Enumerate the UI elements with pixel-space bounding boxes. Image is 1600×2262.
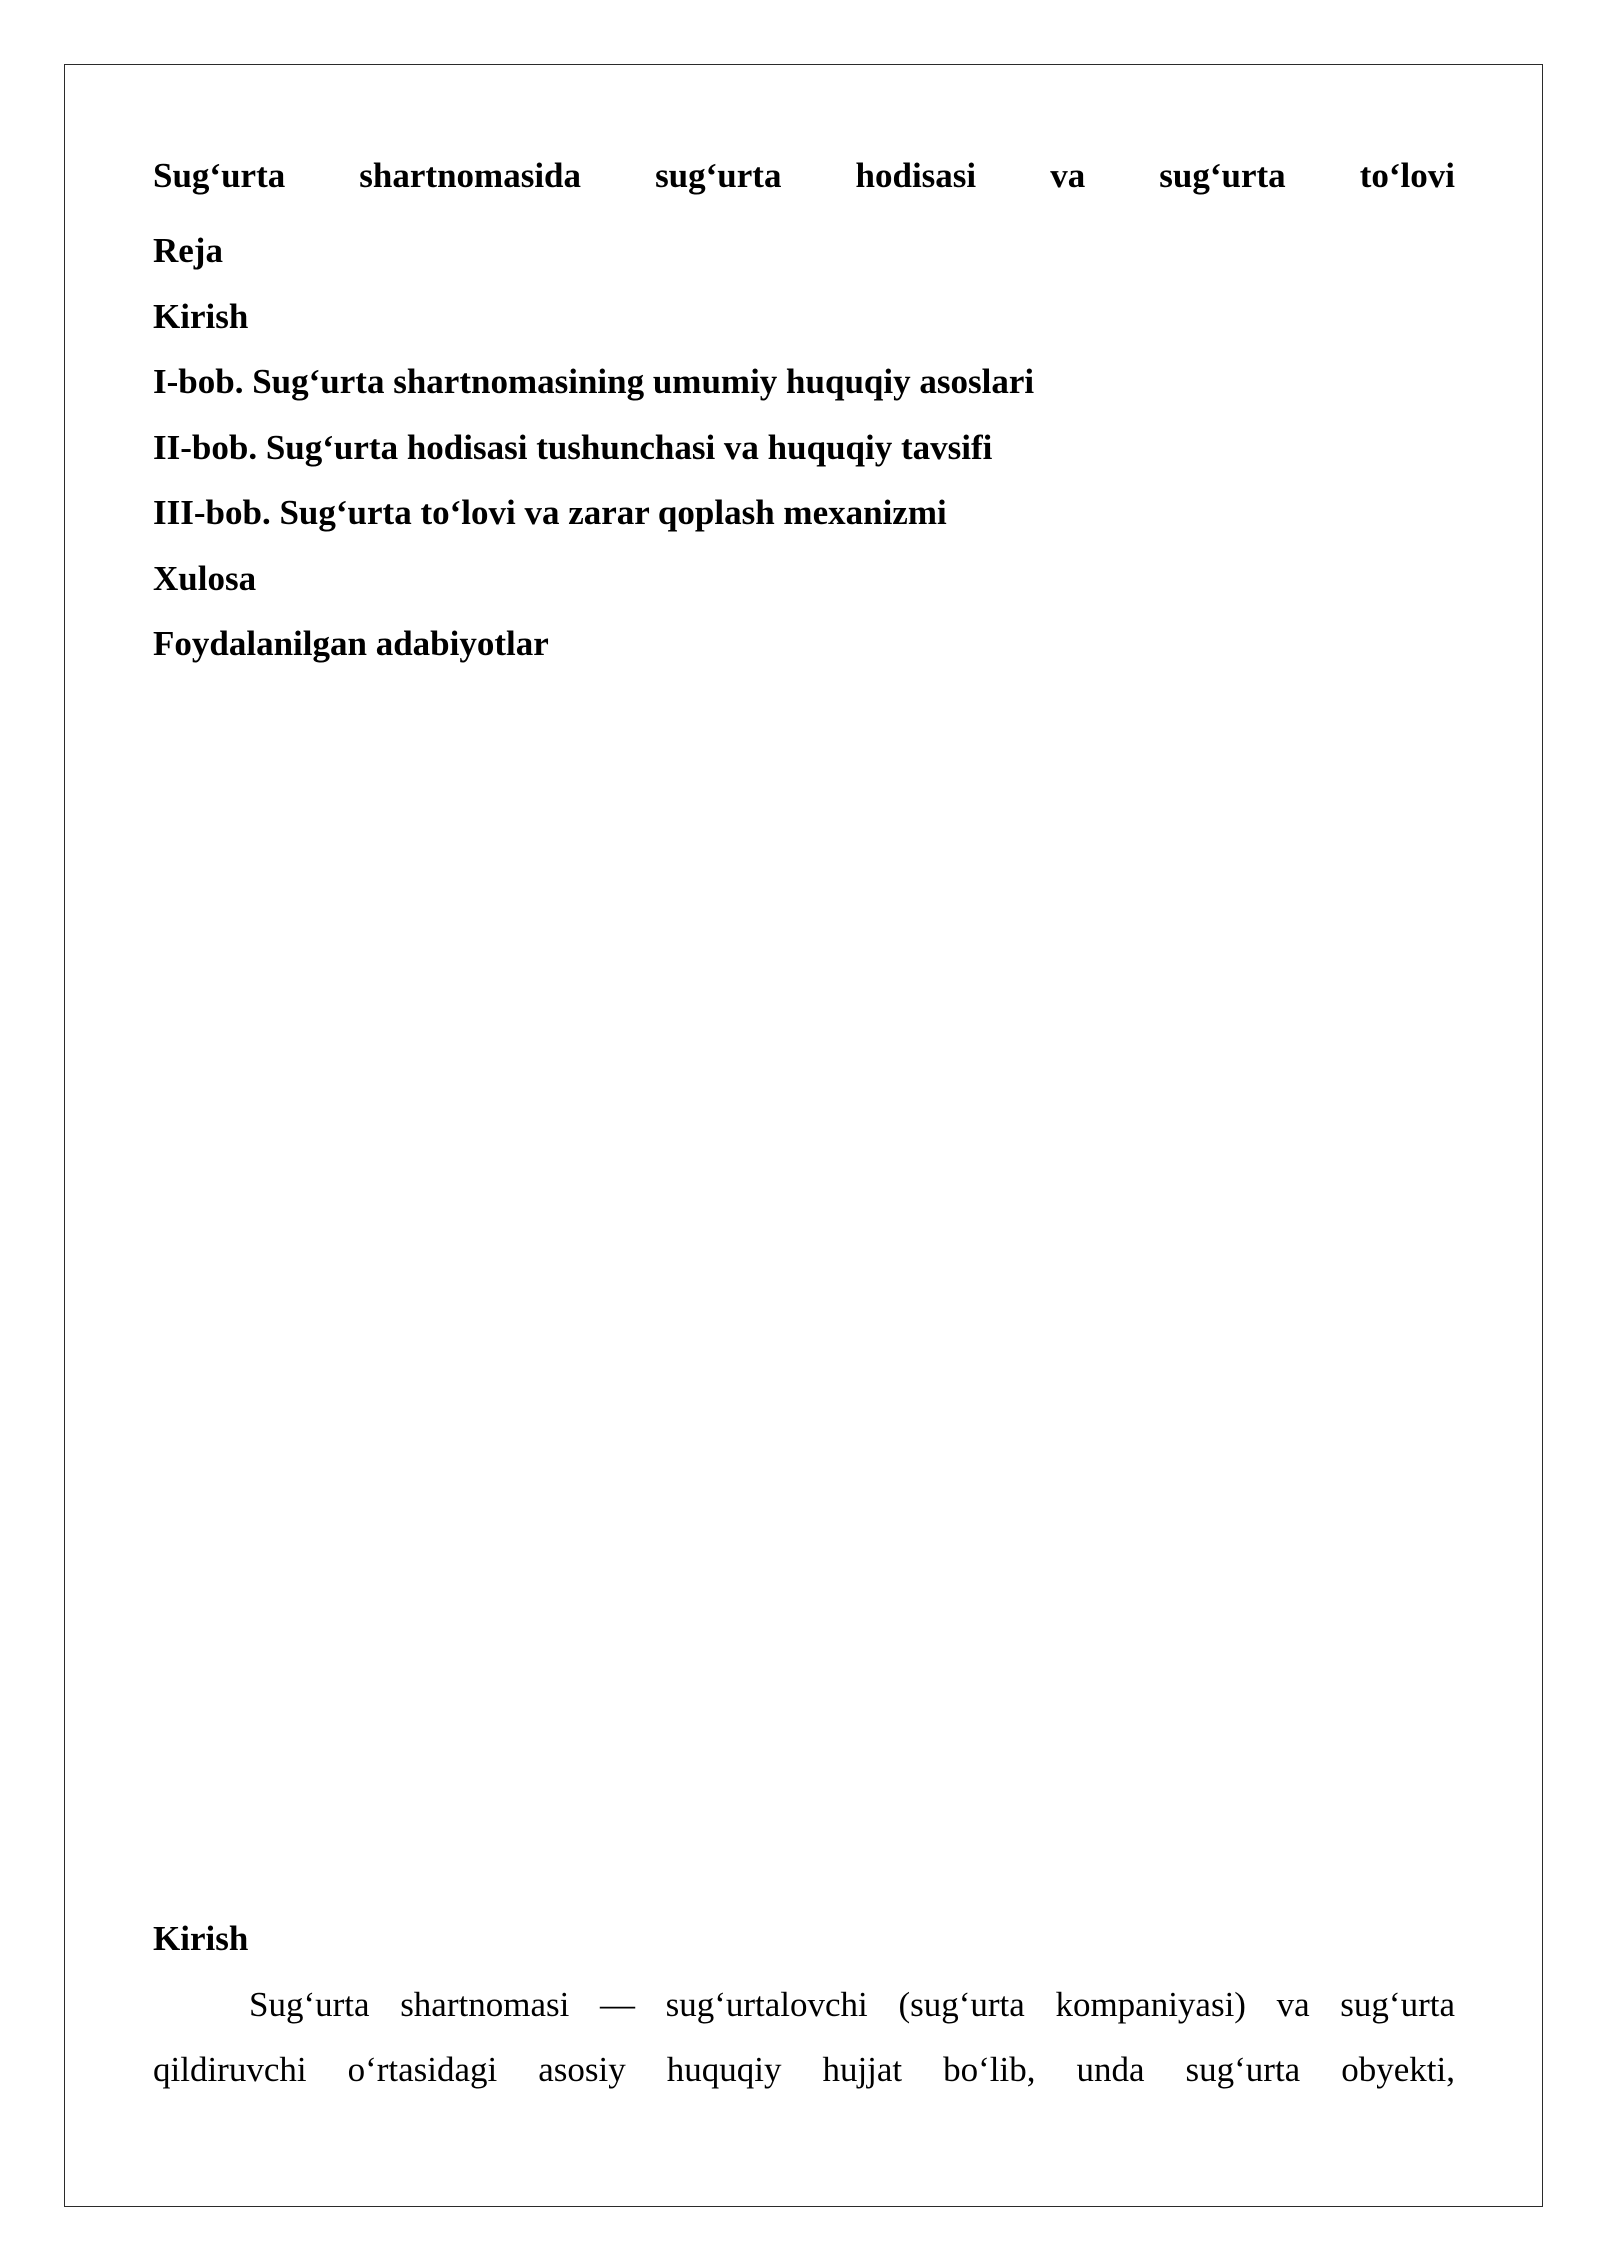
toc-item-references: Foydalanilgan adabiyotlar [153,624,549,663]
intro-paragraph-line-2 [153,2046,1455,2094]
paragraph-word: asosiy [538,2050,626,2089]
title-word: hodisasi [855,156,977,195]
toc-heading-reja: Reja [153,231,223,270]
title-word: Sug‘urta [153,156,286,195]
intro-paragraph-line-1 [249,1981,1455,2029]
paragraph-word: huquqiy [666,2050,782,2089]
title-word: shartnomasida [359,156,582,195]
paragraph-word: o‘rtasidagi [347,2050,498,2089]
toc-item-chapter-3: III-bob. Sug‘urta to‘lovi va zarar qoplash mexanizmi [153,493,947,532]
document-title [153,152,1455,200]
paragraph-word: unda [1076,2050,1145,2089]
paragraph-word: kompaniyasi) [1055,1985,1246,2024]
toc-item-chapter-1: I-bob. Sug‘urta shartnomasining umumiy huquqiy asoslari [153,362,1035,401]
paragraph-word: va [1276,1985,1310,2024]
paragraph-word: sug‘urtalovchi [665,1985,868,2024]
paragraph-word: obyekti, [1341,2050,1455,2089]
paragraph-word: qildiruvchi [153,2050,307,2089]
toc-item-xulosa: Xulosa [153,558,257,598]
paragraph-word: sug‘urta [1185,2050,1301,2089]
toc-item-chapter-2: II-bob. Sug‘urta hodisasi tushunchasi va huquqiy tavsifi [153,427,993,467]
paragraph-word: Sug‘urta [249,1985,370,2024]
table-of-contents [153,218,1034,677]
paragraph-word: (sug‘urta [898,1985,1025,2024]
paragraph-word: — [599,1985,635,2024]
paragraph-word: bo‘lib, [943,2050,1036,2089]
title-word: va [1050,156,1086,195]
title-word: sug‘urta [655,156,782,195]
paragraph-word: shartnomasi [400,1985,570,2024]
title-word: to‘lovi [1359,156,1455,195]
title-word: sug‘urta [1159,156,1286,195]
paragraph-word: sug‘urta [1340,1985,1455,2024]
intro-heading: Kirish [153,1919,249,1958]
paragraph-word: hujjat [822,2050,903,2089]
toc-item-kirish: Kirish [153,296,249,336]
